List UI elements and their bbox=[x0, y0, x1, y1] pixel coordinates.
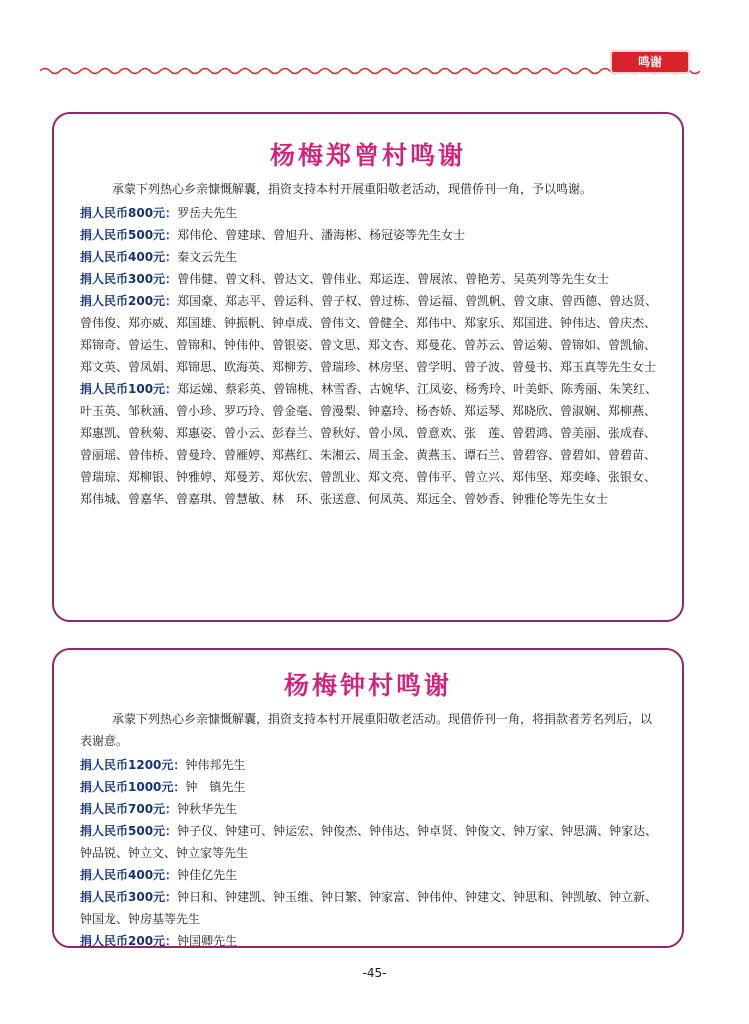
header-wave-divider bbox=[40, 66, 700, 76]
section-intro: 承蒙下列热心乡亲慷慨解囊，捐资支持本村开展重阳敬老活动，现借侨刊一角，予以鸣谢。 bbox=[112, 182, 593, 196]
amount-label: 捐人民币500元： bbox=[80, 824, 178, 838]
donation-row bbox=[80, 776, 658, 798]
amount-label: 捐人民币700元： bbox=[80, 802, 178, 816]
donation-row bbox=[80, 224, 658, 246]
donor-names: 秦文云先生 bbox=[177, 250, 238, 264]
donor-names: 钟日和、钟建凯、钟玉维、钟日繁、钟家富、钟伟仲、钟建文、钟思和、钟凯敏、钟立新、钟国龙、钟房基等先生 bbox=[80, 890, 658, 926]
donor-names: 钟秋华先生 bbox=[177, 802, 238, 816]
amount-label: 捐人民币1000元： bbox=[80, 780, 186, 794]
amount-label: 捐人民币400元： bbox=[80, 250, 178, 264]
donor-names: 钟 镇先生 bbox=[185, 780, 246, 794]
donation-row bbox=[80, 268, 658, 290]
donor-names: 钟伟邦先生 bbox=[185, 758, 246, 772]
donor-names: 郑运娣、蔡彩英、曾锦桃、林雪香、古婉华、江凤姿、杨秀玲、叶美虾、陈秀丽、朱笑红、叶玉英、邹秋涵、曾小珍、罗巧玲、曾金毫、曾漫梨、钟嘉玲、杨杏娇、郑运琴、郑晓欣、曾淑娴、郑柳燕、郑惠凯、曾秋菊、郑惠姿、曾小云、彭春兰、曾秋好、曾小凤、曾意欢、张 莲、曾碧鸿、曾美丽、张成春、曾丽瑶、曾伟桥、曾曼玲、曾雁婷、郑燕红、朱湘云、周玉金、黄燕玉、谭石兰、曾碧容、曾碧如、曾碧苗、曾瑞琼、郑柳银、钟雅婷、郑曼芳、郑伙宏、曾凯业、郑文亮、曾伟平、曾立兴、郑伟坚、郑奕峰、张银女、郑伟城、曾嘉华、曾嘉琪、曾慧敏、林 环、张送意、何凤英、郑远全、曾妙香、钟雅伦等先生女士 bbox=[80, 382, 658, 506]
amount-label: 捐人民币500元： bbox=[80, 228, 178, 242]
donation-row bbox=[80, 798, 658, 820]
section-zhongcun-panel bbox=[52, 648, 684, 948]
donor-names: 罗岳夫先生 bbox=[177, 206, 238, 220]
donation-row bbox=[80, 378, 658, 510]
donation-list bbox=[80, 754, 658, 952]
donor-names: 钟国卿先生 bbox=[177, 934, 238, 948]
donor-names: 钟子仪、钟建可、钟运宏、钟俊杰、钟伟达、钟卓贤、钟俊文、钟万家、钟思满、钟家达、钟品锐、钟立文、钟立家等先生 bbox=[80, 824, 658, 860]
section-title: 杨梅钟村鸣谢 bbox=[283, 671, 452, 700]
donation-row bbox=[80, 754, 658, 776]
amount-label: 捐人民币200元： bbox=[80, 294, 178, 308]
amount-label: 捐人民币1200元： bbox=[80, 758, 186, 772]
amount-label: 捐人民币300元： bbox=[80, 272, 178, 286]
section-zengcun-panel bbox=[52, 112, 684, 622]
donation-row bbox=[80, 820, 658, 864]
donor-names: 钟佳亿先生 bbox=[177, 868, 238, 882]
donation-row bbox=[80, 930, 658, 952]
amount-label: 捐人民币300元： bbox=[80, 890, 178, 904]
donor-names: 曾伟健、曾文科、曾达文、曾伟业、郑运连、曾展浓、曾艳芳、吴英列等先生女士 bbox=[177, 272, 610, 286]
section-intro: 承蒙下列热心乡亲慷慨解囊，捐资支持本村开展重阳敬老活动。现借侨刊一角，将捐款者芳名列后，以表谢意。 bbox=[80, 712, 653, 748]
donor-names: 郑国豪、郑志平、曾运科、曾子权、曾过栋、曾运福、曾凯帆、曾文康、曾西德、曾达贤、曾伟俊、郑亦威、郑国雄、钟振帆、钟卓成、曾伟文、曾健全、郑伟中、郑家乐、郑国进、钟伟达、曾庆杰、郑锦奇、曾运生、曾锦和、钟伟仲、曾银姿、曾文思、郑文杏、郑曼花、曾苏云、曾运菊、曾锦如、曾凯愉、郑文英、曾凤娟、郑锦思、欧海英、郑柳芳、曾瑞珍、林房坚、曾学明、曾子波、曾曼书、郑玉真等先生女士 bbox=[80, 294, 658, 374]
amount-label: 捐人民币400元： bbox=[80, 868, 178, 882]
section-tag: 鸣谢 bbox=[610, 50, 690, 74]
donation-row bbox=[80, 246, 658, 268]
page-number: -45- bbox=[362, 966, 387, 980]
donor-names: 郑伟伦、曾建球、曾旭升、潘海彬、杨冠姿等先生女士 bbox=[177, 228, 466, 242]
donation-row bbox=[80, 290, 658, 378]
donation-row bbox=[80, 886, 658, 930]
amount-label: 捐人民币800元： bbox=[80, 206, 178, 220]
donation-row bbox=[80, 864, 658, 886]
amount-label: 捐人民币100元： bbox=[80, 382, 178, 396]
donation-row bbox=[80, 202, 658, 224]
section-title: 杨梅郑曾村鸣谢 bbox=[269, 141, 466, 170]
amount-label: 捐人民币200元： bbox=[80, 934, 178, 948]
donation-list bbox=[80, 202, 658, 510]
